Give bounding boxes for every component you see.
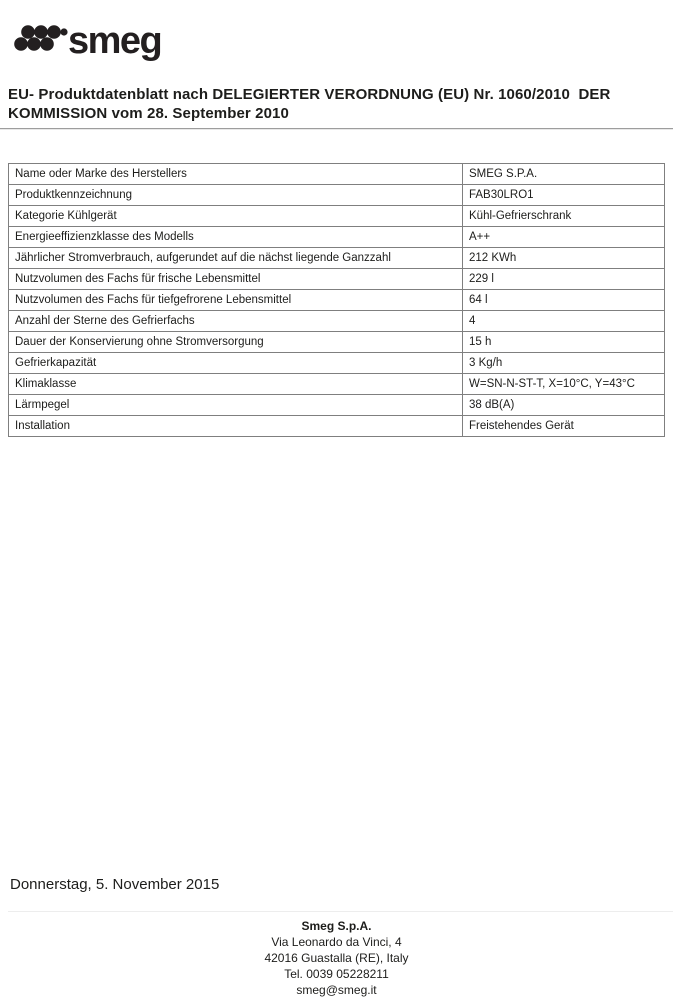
table-row bbox=[9, 185, 665, 206]
table-row bbox=[9, 311, 665, 332]
row-value: 3 Kg/h bbox=[463, 353, 665, 374]
table-row bbox=[9, 206, 665, 227]
row-value: 38 dB(A) bbox=[463, 395, 665, 416]
title-divider bbox=[0, 128, 673, 130]
row-label: Energieeffizienzklasse des Modells bbox=[9, 227, 463, 248]
footer-address-street: Via Leonardo da Vinci, 4 bbox=[271, 935, 402, 949]
row-value: Freistehendes Gerät bbox=[463, 416, 665, 437]
row-label: Jährlicher Stromverbrauch, aufgerundet auf die nächst liegende Ganzzahl bbox=[9, 248, 463, 269]
row-value: 4 bbox=[463, 311, 665, 332]
product-spec-table bbox=[8, 163, 665, 437]
smeg-logo-dots bbox=[14, 25, 67, 51]
row-label: Gefrierkapazität bbox=[9, 353, 463, 374]
table-row bbox=[9, 164, 665, 185]
table-row bbox=[9, 248, 665, 269]
footer bbox=[0, 918, 673, 998]
row-value: 64 l bbox=[463, 290, 665, 311]
row-label: Nutzvolumen des Fachs für tiefgefrorene Lebensmittel bbox=[9, 290, 463, 311]
row-label: Klimaklasse bbox=[9, 374, 463, 395]
table-row bbox=[9, 332, 665, 353]
row-value: 229 l bbox=[463, 269, 665, 290]
row-label: Installation bbox=[9, 416, 463, 437]
row-value: W=SN-N-ST-T, X=10°C, Y=43°C bbox=[463, 374, 665, 395]
page-title: EU- Produktdatenblatt nach DELEGIERTER VERORDNUNG (EU) Nr. 1060/2010 DER KOMMISSION vom 28. September 2010 bbox=[8, 86, 615, 122]
footer-address-city: 42016 Guastalla (RE), Italy bbox=[264, 951, 409, 965]
row-label: Dauer der Konservierung ohne Stromversorgung bbox=[9, 332, 463, 353]
table-row bbox=[9, 290, 665, 311]
table-row bbox=[9, 395, 665, 416]
footer-email: smeg@smeg.it bbox=[296, 983, 377, 997]
document-date: Donnerstag, 5. November 2015 bbox=[10, 876, 220, 893]
smeg-logo-wordmark: smeg bbox=[68, 20, 162, 62]
table-row bbox=[9, 353, 665, 374]
table-row bbox=[9, 269, 665, 290]
row-label: Kategorie Kühlgerät bbox=[9, 206, 463, 227]
row-label: Anzahl der Sterne des Gefrierfachs bbox=[9, 311, 463, 332]
table-row bbox=[9, 227, 665, 248]
row-value: FAB30LRO1 bbox=[463, 185, 665, 206]
table-row bbox=[9, 416, 665, 437]
footer-company-name: Smeg S.p.A. bbox=[301, 919, 372, 933]
smeg-logo bbox=[12, 13, 172, 67]
footer-phone: Tel. 0039 05228211 bbox=[284, 967, 389, 981]
row-label: Nutzvolumen des Fachs für frische Lebensmittel bbox=[9, 269, 463, 290]
row-label: Produktkennzeichnung bbox=[9, 185, 463, 206]
row-value: Kühl-Gefrierschrank bbox=[463, 206, 665, 227]
row-value: 212 KWh bbox=[463, 248, 665, 269]
row-value: A++ bbox=[463, 227, 665, 248]
footer-divider bbox=[8, 911, 673, 912]
row-value: 15 h bbox=[463, 332, 665, 353]
row-value: SMEG S.P.A. bbox=[463, 164, 665, 185]
row-label: Name oder Marke des Herstellers bbox=[9, 164, 463, 185]
row-label: Lärmpegel bbox=[9, 395, 463, 416]
table-row bbox=[9, 374, 665, 395]
